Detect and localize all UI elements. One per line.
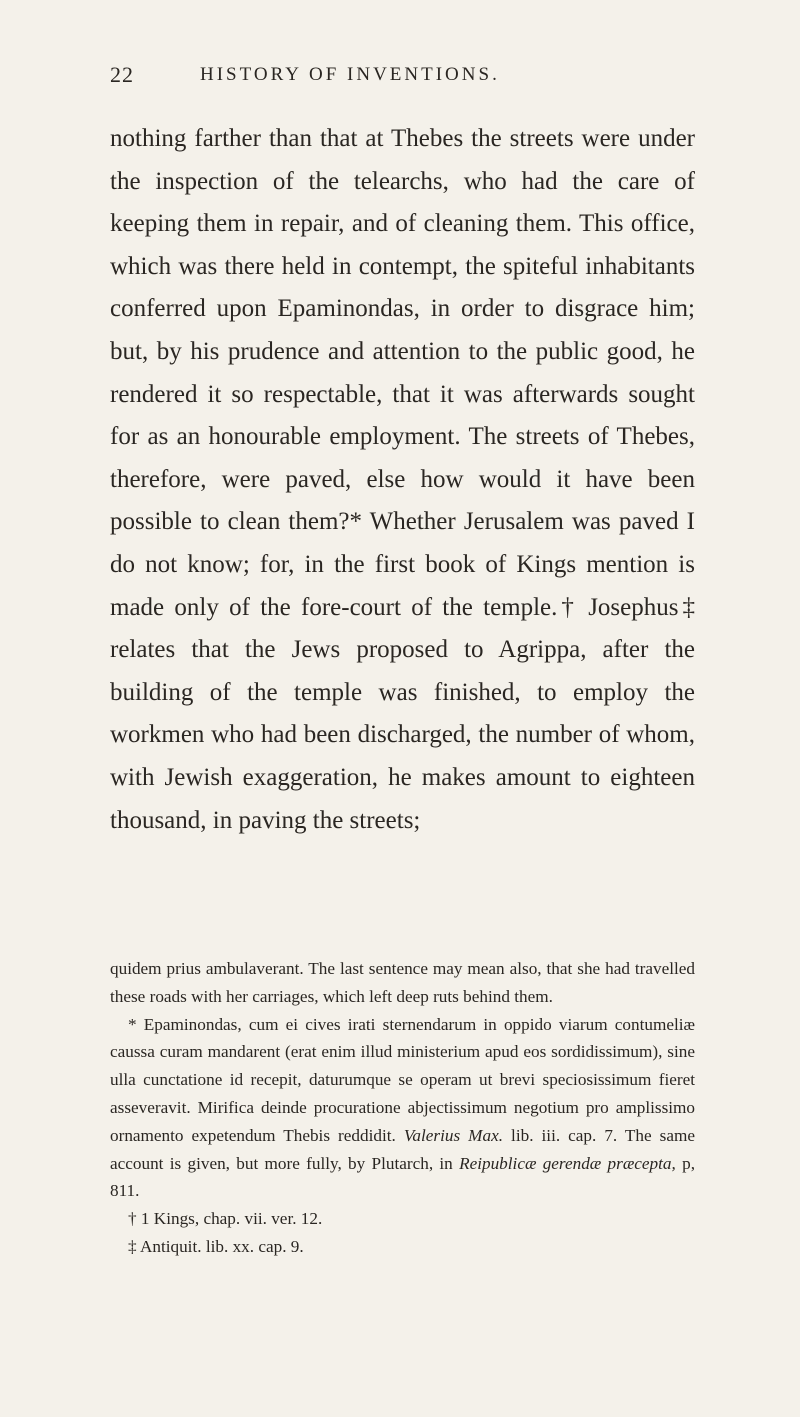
running-title: HISTORY OF INVENTIONS. [200, 64, 500, 85]
footnote-dagger: † 1 Kings, chap. vii. ver. 12. [128, 1209, 323, 1229]
body-paragraph: nothing farther than that at Thebes the streets were under the inspection of the telearchs, who had the care of keeping them in repair, and of cleaning them. This office, which was there held in contempt, the spiteful inhabitants conferred upon Epaminondas, in order to disgrace him; but, by his prudence and attention to the public good, he rendered it so respectable, that it was afterwards sought for as an honourable employment. The streets of Thebes, therefore, were paved, else how would it have been possible to clean them?* Whether Jerusalem was paved I do not know; for, in the first book of Kings mention is made only of the fore-court of the temple.† Josephus‡ relates that the Jews proposed to Agrippa, after the building of the temple was finished, to employ the workmen who had been discharged, the number of whom, with Jewish exaggeration, he makes amount to eighteen thousand, in paving the streets; [110, 125, 695, 834]
footnote-star-text-2: lib. iii. cap. 7. The same account is given, but more fully, by Plutarch, in [110, 1125, 695, 1173]
footnote-star [110, 1011, 695, 1206]
footnote-double-dagger: ‡ Antiquit. lib. xx. cap. 9. [128, 1236, 304, 1256]
footnote-star-work: Reipublicæ gerendæ præcepta, [459, 1153, 676, 1173]
footnote-star-author: Valerius Max. [403, 1125, 504, 1145]
page-header [110, 58, 710, 98]
page-number: 22 [110, 62, 134, 87]
footnotes [110, 955, 695, 1261]
footnote-continued: quidem prius ambulaverant. The last sentence may mean also, that she had travelled these roads with her carriages, which left deep ruts behind them. [110, 959, 695, 1006]
main-text [110, 118, 695, 842]
footnote-star-text-3: p, 811. [110, 1153, 695, 1201]
footnote-star-text-1: * Epaminondas, cum ei cives irati sternendarum in oppido viarum contumeliæ caussa curam mandarent (erat enim illud ministerium apud eos sordidissimum), sine ulla cunctatione id recepit, daturumque se operam ut brevi speciosissimum fieret asseveravit. Mirifica deinde procuratione abjectissimum negotium pro amplissimo ornamento expetendum Thebis reddidit. [110, 1014, 695, 1145]
